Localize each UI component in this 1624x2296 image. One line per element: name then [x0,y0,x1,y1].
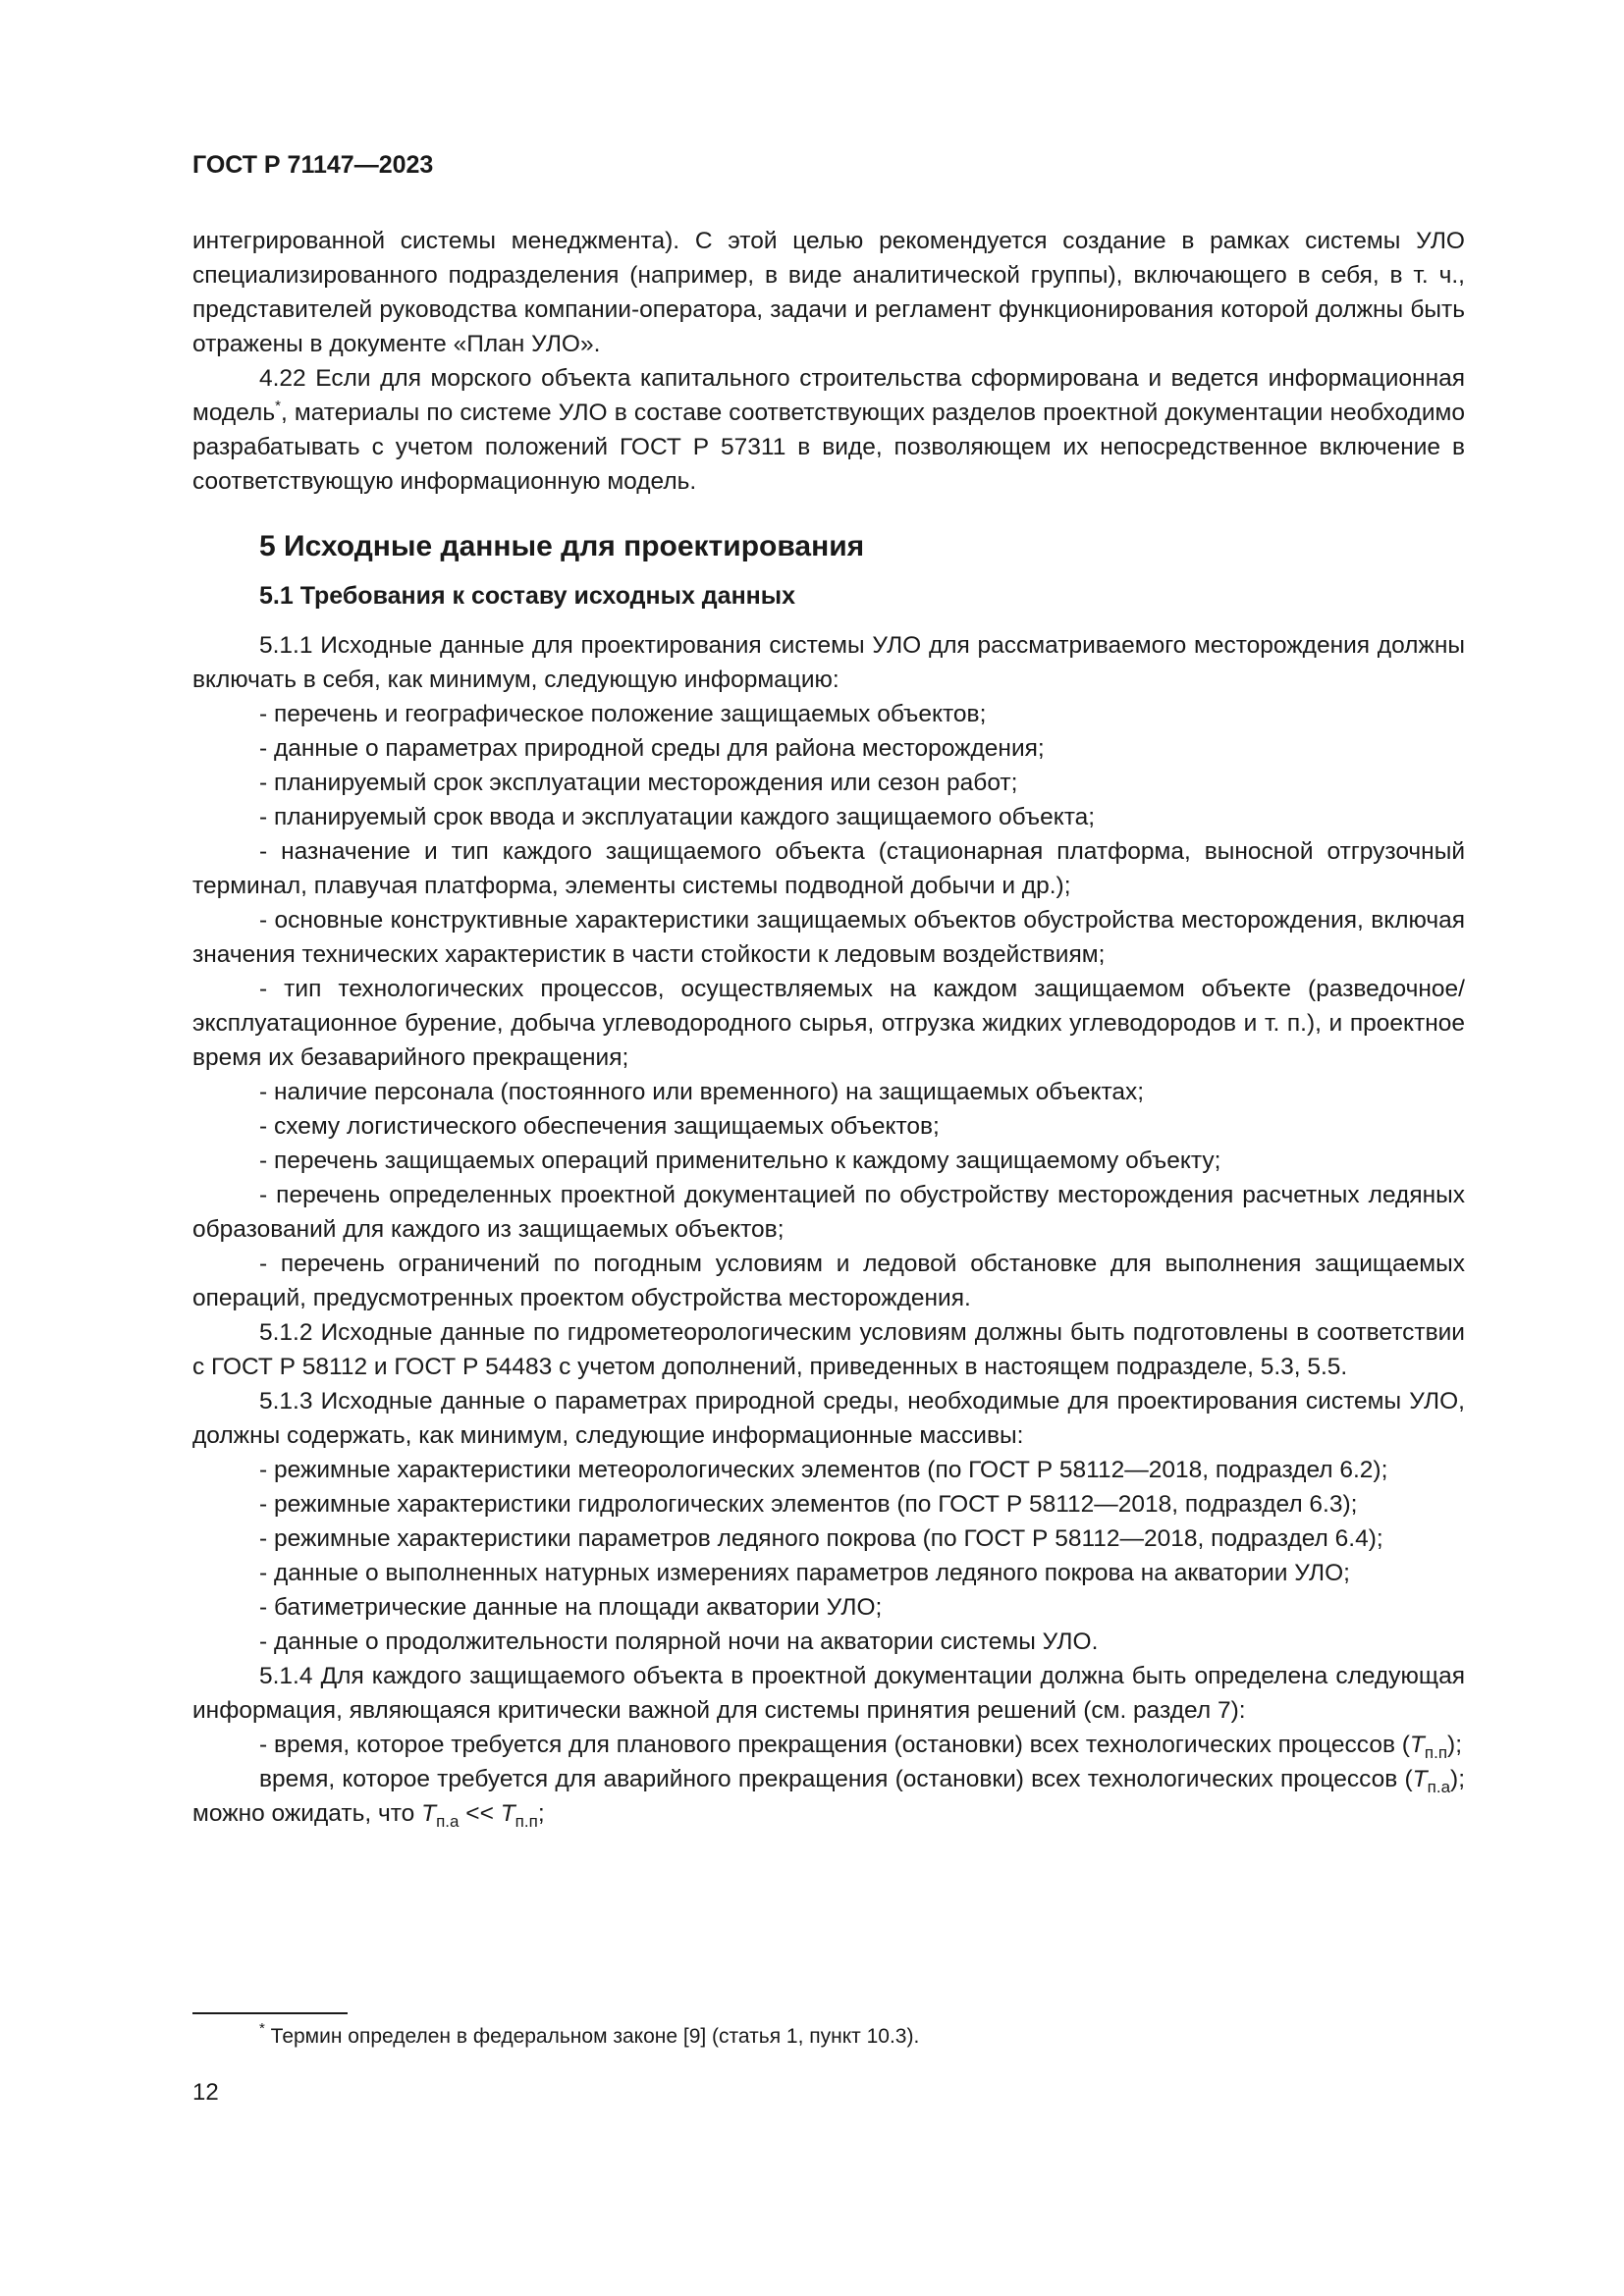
clause-5-1-3-list [192,1453,1465,1659]
footnote-divider [192,2012,348,2014]
list-item: - перечень и географическое положение защищаемых объектов; [259,701,987,727]
list-item: - тип технологических процессов, осуществляемых на каждом защищаемом объекте (разведочное/эксплуатационное бурение, добыча углеводородного сырья, отгрузка жидких углеводородов и т. п.), и проектное время их безаварийного прекращения; [192,976,1465,1071]
list-item: - перечень ограничений по погодным условиям и ледовой обстановке для выполнения защищаемых операций, предусмотренных проектом обустройства месторождения. [192,1251,1465,1311]
list-item: - режимные характеристики гидрологических элементов (по ГОСТ Р 58112—2018, подраздел 6.3); [259,1491,1358,1518]
symbol-t: T [421,1800,437,1827]
list-item-planned-shutdown-time [192,1728,1465,1762]
emergency-shutdown-text: время, которое требуется для аварийного прекращения (остановки) всех технологических процессов ( [259,1766,1413,1792]
planned-shutdown-text: - время, которое требуется для планового прекращения (остановки) всех технологических процессов ( [259,1732,1410,1758]
footnote [259,2022,919,2052]
list-item-emergency-shutdown-time [192,1762,1465,1831]
clause-5-1-4-intro: 5.1.4 Для каждого защищаемого объекта в проектной документации должна быть определена следующая информация, являющаяся критически важной для системы принятия решений (см. раздел 7): [192,1663,1465,1724]
list-item: - планируемый срок эксплуатации месторождения или сезон работ; [259,770,1018,796]
subscript-planned: п.п [1424,1743,1448,1762]
subscript-planned: п.п [514,1812,538,1831]
planned-shutdown-text-end: ); [1447,1732,1462,1758]
clause-5-1-3-intro: 5.1.3 Исходные данные о параметрах природной среды, необходимые для проектирования системы УЛО, должны содержать, как минимум, следующие информационные массивы: [192,1388,1465,1449]
subsection-5-1-title: 5.1 Требования к составу исходных данных [259,582,796,610]
clause-4-22-text-continued: , материалы по системе УЛО в составе соответствующих разделов проектной документации необходимо разрабатывать с учетом положений ГОСТ Р 57311 в виде, позволяющем их непосредственное включение в соответствующую информационную модель. [192,400,1465,495]
list-item: - перечень определенных проектной документацией по обустройству месторождения расчетных ледяных образований для каждого из защищаемых объектов; [192,1182,1465,1243]
footnote-text: Термин определен в федеральном законе [9] (статья 1, пункт 10.3). [264,2025,920,2048]
list-item: - данные о выполненных натурных измерениях параметров ледяного покрова на акватории УЛО; [259,1560,1350,1586]
list-item: - данные о параметрах природной среды для района месторождения; [259,735,1045,762]
subscript-emergency: п.а [436,1812,460,1831]
list-item: - батиметрические данные на площади акватории УЛО; [259,1594,883,1621]
clause-5-1-1-list [192,697,1465,1315]
document-code-header: ГОСТ Р 71147—2023 [192,151,434,179]
clause-5-1-1-intro: 5.1.1 Исходные данные для проектирования системы УЛО для рассматриваемого месторождения должны включать в себя, как минимум, следующую информацию: [192,632,1465,693]
intro-continuation-paragraph: интегрированной системы менеджмента). С этой целью рекомендуется создание в рамках системы УЛО специализированного подразделения (например, в виде аналитической группы), включающего в себя, в т. ч., представителей руководства компании-оператора, задачи и регламент функционирования которой должны быть отражены в документе «План УЛО». [192,228,1465,357]
body-text [192,224,1465,1831]
list-item: - схему логистического обеспечения защищаемых объектов; [259,1113,940,1140]
list-item: - данные о продолжительности полярной ночи на акватории системы УЛО. [259,1629,1099,1655]
list-item: - планируемый срок ввода и эксплуатации каждого защищаемого объекта; [259,804,1096,830]
emergency-shutdown-text-end: ; [537,1800,545,1827]
subscript-emergency: п.а [1427,1778,1451,1796]
list-item: - основные конструктивные характеристики защищаемых объектов обустройства месторождения, включая значения технических характеристик в части стойкости к ледовым воздействиям; [192,907,1465,968]
relation-much-less-than: << [459,1800,501,1827]
clause-4-22-text: 4.22 Если для морского объекта капитального строительства сформирована и ведется информационная модель [192,365,1465,426]
list-item: - перечень защищаемых операций применительно к каждому защищаемому объекту; [259,1148,1221,1174]
list-item: - режимные характеристики метеорологических элементов (по ГОСТ Р 58112—2018, подраздел 6.2); [259,1457,1388,1483]
symbol-t: T [1409,1732,1425,1758]
page-number: 12 [192,2079,219,2106]
clause-4-22 [192,361,1465,499]
list-item: - наличие персонала (постоянного или временного) на защищаемых объектах; [259,1079,1145,1105]
emergency-shutdown-text-middle: ); можно ожидать, что [192,1766,1465,1827]
symbol-t: T [1412,1766,1428,1792]
list-item: - режимные характеристики параметров ледяного покрова (по ГОСТ Р 58112—2018, подраздел 6.4); [259,1525,1383,1552]
footnote-mark: * [259,2020,265,2037]
clause-5-1-2: 5.1.2 Исходные данные по гидрометеорологическим условиям должны быть подготовлены в соответствии с ГОСТ Р 58112 и ГОСТ Р 54483 с учетом дополнений, приведенных в настоящем подразделе, 5.3, 5.5. [192,1319,1465,1380]
list-item: - назначение и тип каждого защищаемого объекта (стационарная платформа, выносной отгрузочный терминал, плавучая платформа, элементы системы подводной добычи и др.); [192,838,1465,899]
symbol-t: T [500,1800,515,1827]
section-5-title: 5 Исходные данные для проектирования [259,530,865,562]
footnote-reference-mark: * [275,398,281,414]
